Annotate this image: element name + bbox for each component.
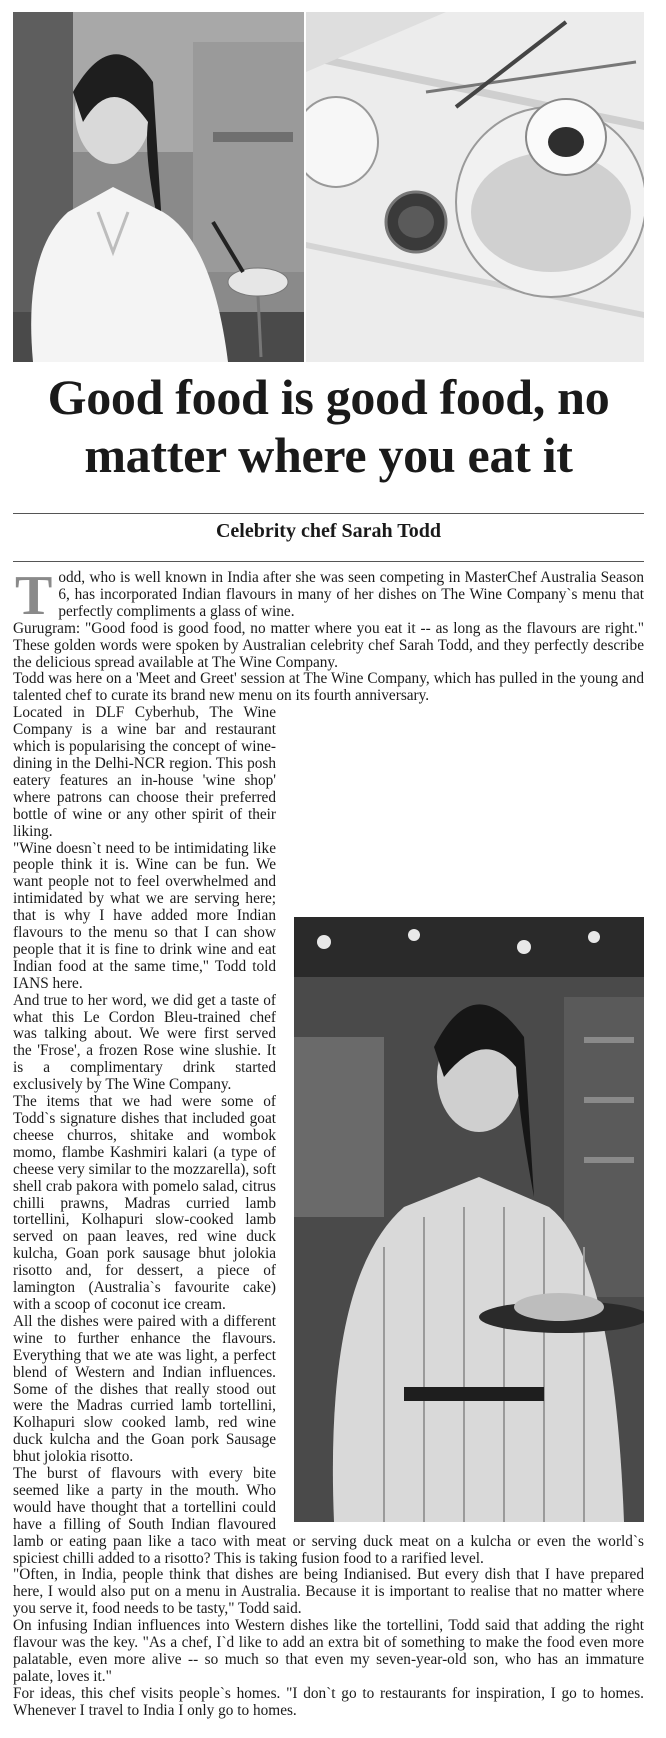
drop-cap: T <box>15 565 53 627</box>
article-paragraph: Located in DLF Cyberhub, The Wine Company is a wine bar and restaurant which is popularising the concept of wine-dining in the Delhi-NCR region. This posh eatery features an in-house 'wine shop' where patrons can choose their preferred bottle of wine or any other spirit of their liking. <box>13 704 276 840</box>
article-paragraph: All the dishes were paired with a different wine to further enhance the flavours. Everything that we ate was light, a perfect blend of Western and Indian influences. Some of the dishes that really stood out were the Madras curried lamb tortellini, Kolhapuri slow cooked lamb, red wine duck kulcha and the Goan pork Sausage bhut jolokia risotto. <box>13 1312 276 1466</box>
byline-divider <box>13 561 644 562</box>
article-paragraph: The items that we had were some of Todd`s signature dishes that included goat cheese churros, shitake and wombok momo, flambe Kashmiri kalari (a type of cheese very similar to the mozzarella), soft shell crab pakora with pomelo salad, citrus chilli prawns, Madras curried lamb tortellini, Kolhapuri slow-cooked lamb served on paan leaves, red wine duck kulcha, Goan pork sausage bhut jolokia risotto and, for dessert, a piece of lamington (Australia`s favourite cake) with a scoop of coconut ice cream. <box>13 1093 276 1313</box>
article-paragraph: "Often, in India, people think that dishes are being Indianised. But every dish that I have prepared here, I would also put on a menu in Australia. Because it is important to realise that no matter where you serve it, food needs to be tasty," Todd said. <box>13 1566 644 1618</box>
article-paragraph: For ideas, this chef visits people`s homes. "I don`t go to restaurants for inspiration, I go to homes. Whenever I travel to India I only go to homes. <box>13 1684 644 1719</box>
article-paragraph: Gurugram: "Good food is good food, no matter where you eat it -- as long as the flavours are right." These golden words were spoken by Australian celebrity chef Sarah Todd, and they perfectly describe the delicious spread available at The Wine Company. <box>13 619 644 671</box>
article-paragraph: On infusing Indian influences into Western dishes like the tortellini, Todd said that adding the right flavour was the key. "As a chef, I`d like to add an extra bit of something to make the food even more palatable, even more alive -- so much so that even my seven-year-old son, who has an immature palate, loves it." <box>13 1617 644 1685</box>
plated-dishes-photo <box>306 12 644 362</box>
article-headline: Good food is good food, no matter where you eat it <box>47 369 610 483</box>
article-body <box>13 565 644 1720</box>
chef-dining-photo <box>294 917 644 1522</box>
article-byline: Celebrity chef Sarah Todd <box>215 520 442 542</box>
headline-divider <box>13 513 644 514</box>
chef-portrait-photo <box>13 12 304 362</box>
top-photo-strip <box>13 12 644 362</box>
article-paragraph: Todd, who is well known in India after she was seen competing in MasterChef Australia Season 6, has incorporated Indian flavours in many of her dishes on The Wine Company`s menu that perfectly compliments a glass of wine. <box>15 565 644 627</box>
article-paragraph: "Wine doesn`t need to be intimidating like people think it is. Wine can be fun. We want people not to feel overwhelmed and intimidated by what we are serving here; that is why I have added more Indian flavours to the menu so that I can show people that it is fine to drink wine and eat Indian food at the same time," Todd told IANS here. <box>13 839 276 992</box>
article-paragraph: The burst of flavours with every bite seemed like a party in the mouth. Who would have thought that a tortellini could have a filling of South Indian flavoured lamb or eating paan like a taco with meat or serving duck meat on a kulcha or even the world`s spiciest chilli added to a risotto? This is taking fusion food to a rarified level. <box>13 1465 644 1567</box>
article-paragraph: And true to her word, we did get a taste of what this Le Cordon Bleu-trained chef was talking about. We were first served the 'Frose', a frozen Rose wine slushie. It is a complimentary drink started exclusively by The Wine Company. <box>13 991 276 1094</box>
article-paragraph: Todd was here on a 'Meet and Greet' session at The Wine Company, which has pulled in the young and talented chef to curate its brand new menu on its fourth anniversary. <box>13 670 644 705</box>
